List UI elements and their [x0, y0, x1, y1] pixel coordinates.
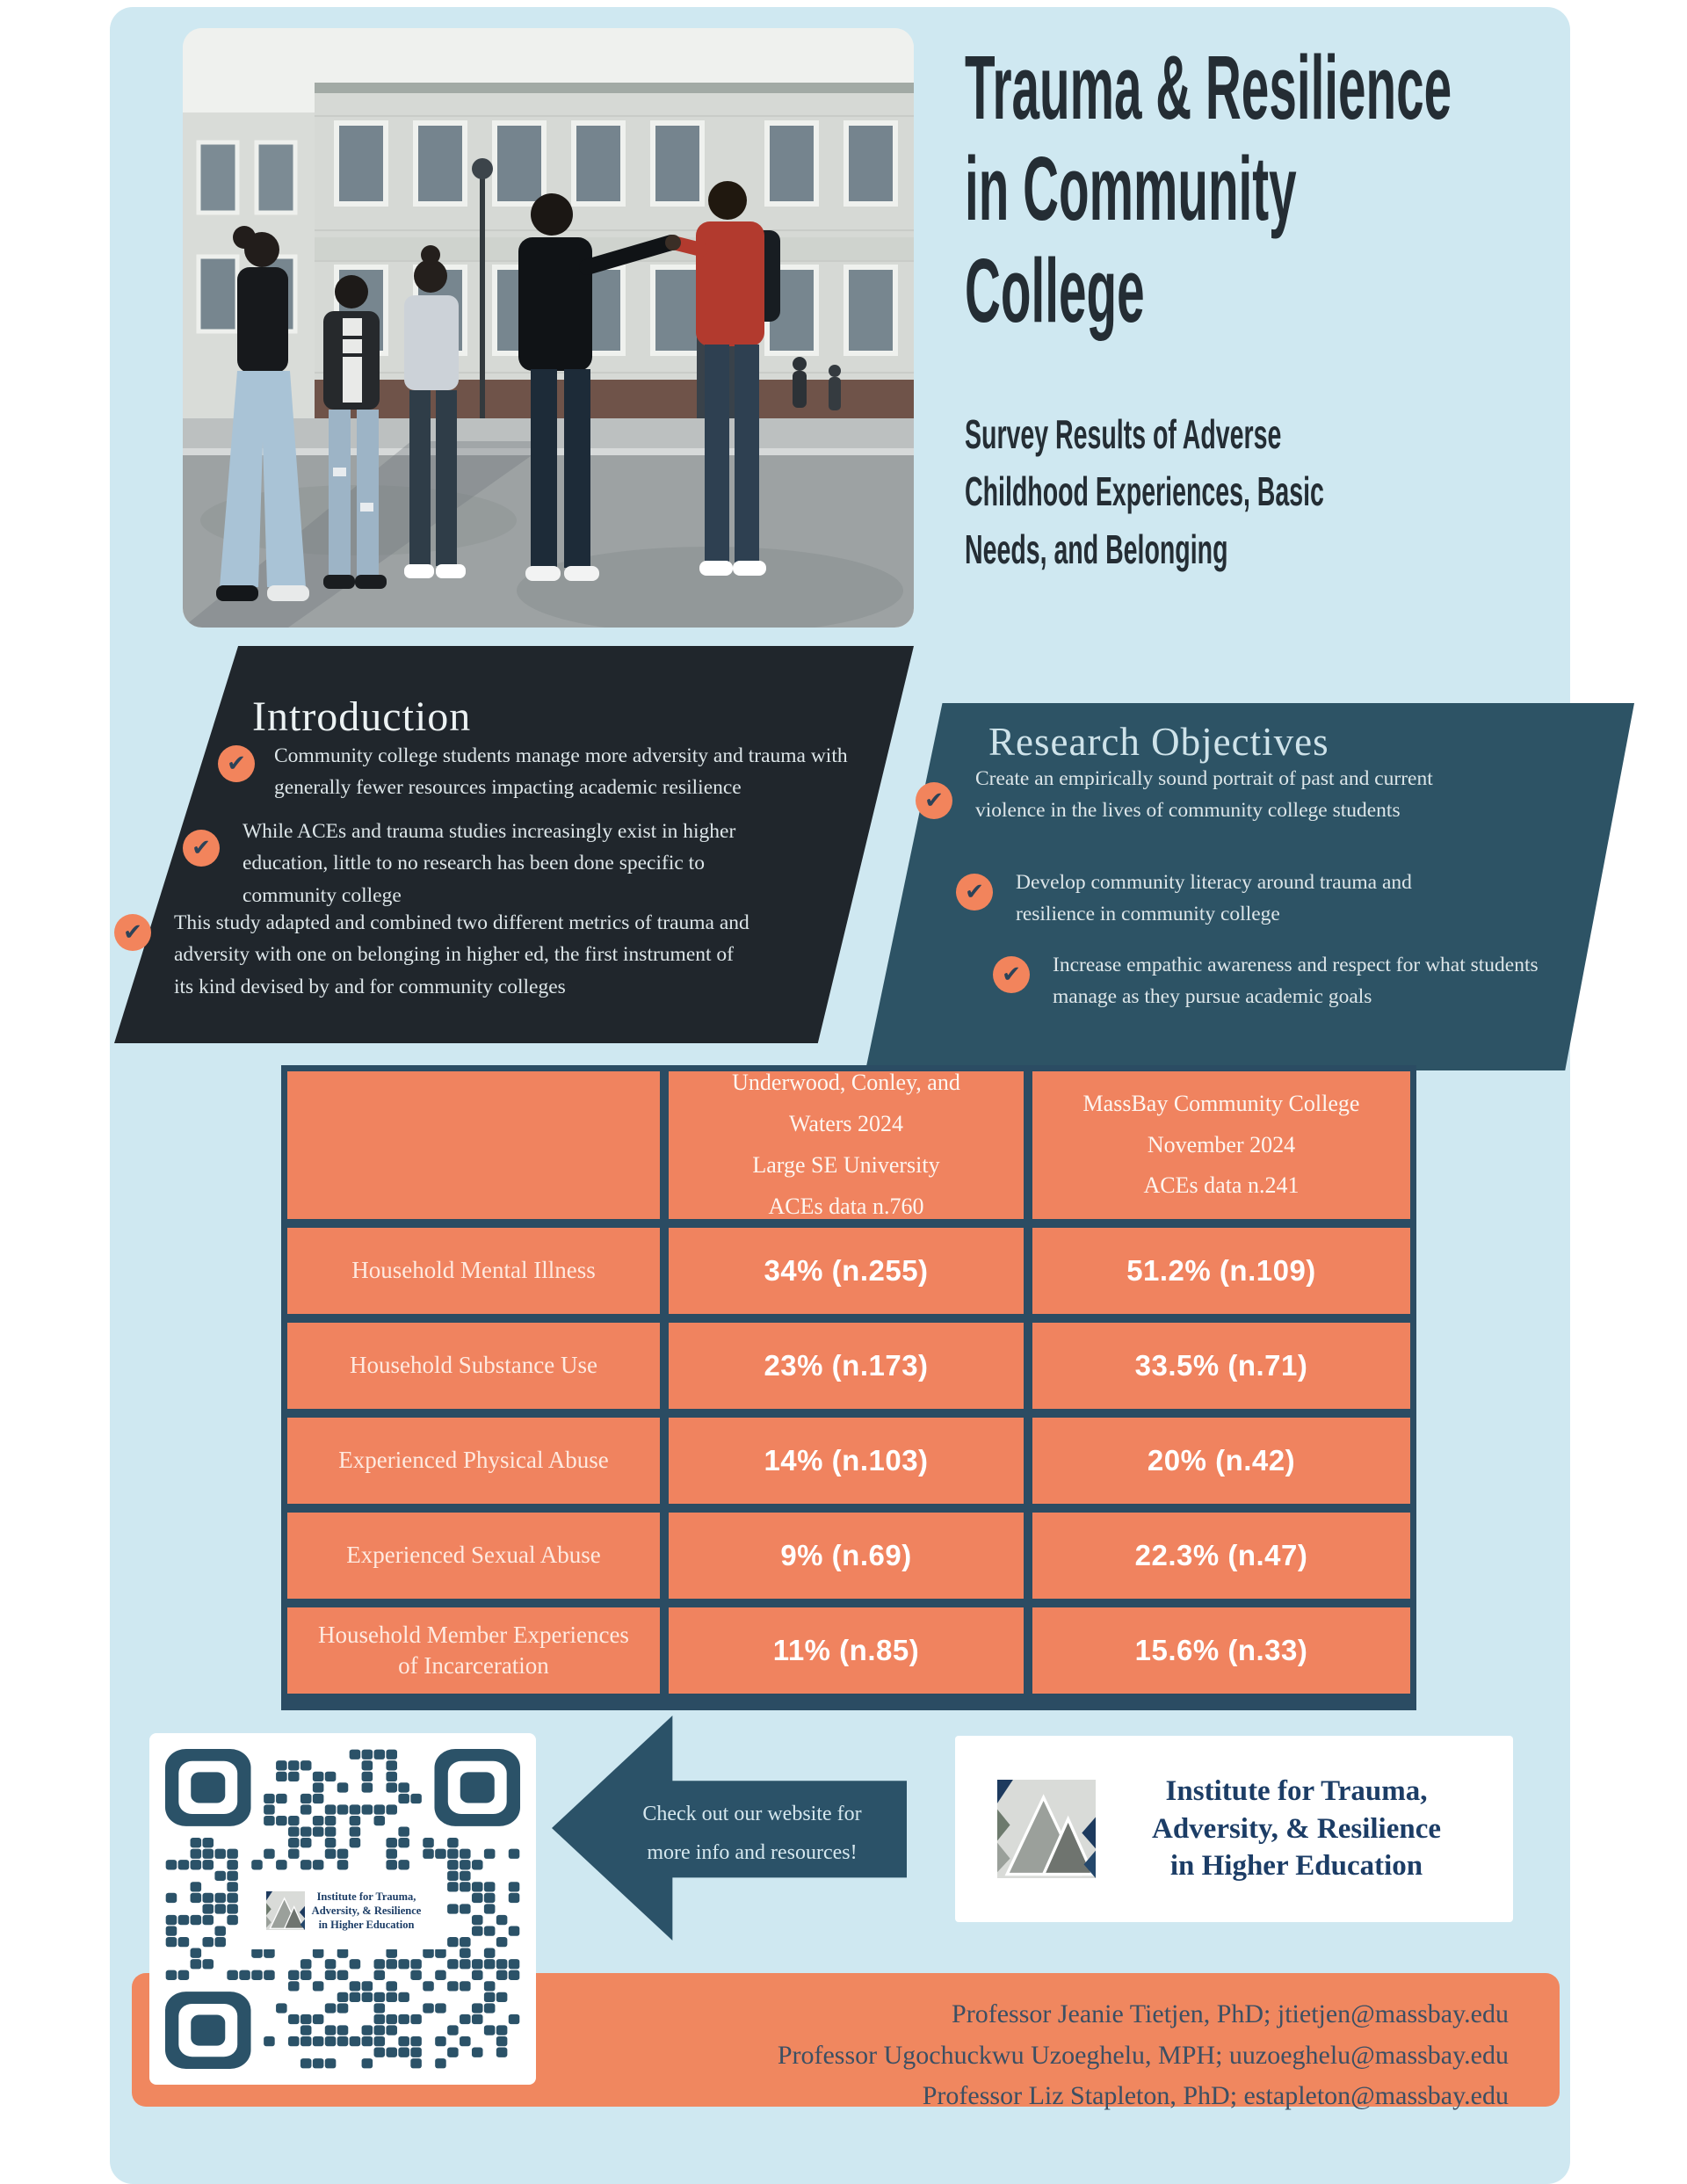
subtitle-line: Needs, and Belonging: [965, 526, 1228, 572]
table-value: 23% (n.173): [669, 1323, 1024, 1409]
table-row-label: Household Mental Illness: [287, 1228, 660, 1314]
objective-bullet-1-text: Create an empirically sound portrait of past and current violence in the lives of community college students: [975, 767, 1433, 823]
qr-center-logo: [241, 1872, 446, 1949]
page-subtitle: [965, 406, 1564, 578]
table-row-label: Experienced Sexual Abuse: [287, 1513, 660, 1599]
table-value: 51.2% (n.109): [1032, 1228, 1410, 1314]
check-icon: ✔: [956, 874, 993, 911]
intro-bullet-3: [114, 911, 754, 1003]
table-value: 14% (n.103): [669, 1418, 1024, 1504]
check-icon: ✔: [916, 782, 952, 819]
title-line: Trauma & Resilience: [965, 37, 1452, 138]
aces-comparison-table: [281, 1065, 1416, 1710]
table-row-label: Household Member Experiences of Incarceration: [287, 1607, 660, 1694]
objective-bullet-2-text: Develop community literacy around trauma and resilience in community college: [1016, 871, 1412, 926]
table-col-header-university: [669, 1071, 1024, 1219]
table-value: 33.5% (n.71): [1032, 1323, 1410, 1409]
institute-logo-box: [955, 1736, 1513, 1922]
title-line: College: [965, 239, 1145, 341]
table-corner-cell: [287, 1071, 660, 1219]
objective-bullet-2: [956, 871, 1473, 931]
check-icon: ✔: [114, 914, 151, 951]
table-value: 9% (n.69): [669, 1513, 1024, 1599]
website-arrow-text: Check out our website for more info and resources!: [642, 1803, 862, 1865]
header-line: ACEs data n.241: [1143, 1172, 1300, 1199]
campus-photo-illustration: [183, 28, 914, 628]
check-icon: ✔: [183, 830, 220, 867]
objective-bullet-3-text: Increase empathic awareness and respect for what students manage as they pursue academic goals: [1053, 954, 1539, 1009]
campus-photo: [183, 28, 914, 628]
contact-line: Professor Ugochuckwu Uzoeghelu, MPH; uuzoeghelu@massbay.edu: [777, 2040, 1509, 2070]
table-value: 22.3% (n.47): [1032, 1513, 1410, 1599]
header-line: ACEs data n.760: [768, 1193, 924, 1219]
contact-line: Professor Jeanie Tietjen, PhD; jtietjen@massbay.edu: [952, 1999, 1509, 2028]
header-line: Waters 2024: [788, 1111, 904, 1137]
check-icon: ✔: [218, 745, 255, 782]
subtitle-line: Childhood Experiences, Basic: [965, 468, 1324, 515]
check-icon: ✔: [993, 956, 1030, 993]
contact-line: Professor Liz Stapleton, PhD; estapleton@massbay.edu: [922, 2081, 1509, 2110]
intro-bullet-2-text: While ACEs and trauma studies increasingly exist in higher education, little to no research has been done specific to community college: [243, 820, 736, 907]
title-line: in Community: [965, 138, 1297, 240]
page-title: [965, 37, 1496, 341]
intro-bullet-1-text: Community college students manage more adversity and trauma with generally fewer resources impacting academic resilience: [274, 744, 848, 800]
institute-name: Institute for Trauma, Adversity, & Resilience in Higher Education: [1151, 1774, 1442, 1883]
table-row-label: Household Substance Use: [287, 1323, 660, 1409]
table-value: 34% (n.255): [669, 1228, 1024, 1314]
intro-bullet-3-text: This study adapted and combined two different metrics of trauma and adversity with one on belonging in higher ed, the first instrument of its kind devised by and for community colleges: [174, 911, 749, 998]
table-value: 15.6% (n.33): [1032, 1607, 1410, 1694]
subtitle-line: Survey Results of Adverse: [965, 411, 1282, 457]
intro-bullet-2: [183, 820, 787, 911]
research-objectives-heading: Research Objectives: [988, 720, 1329, 764]
intro-bullet-1: [218, 745, 880, 804]
objective-bullet-3: [993, 956, 1589, 1013]
table-col-header-massbay: [1032, 1071, 1410, 1219]
institute-logo-icon: [266, 1891, 305, 1930]
header-line: MassBay Community College: [1082, 1090, 1360, 1116]
table-row-label: Experienced Physical Abuse: [287, 1418, 660, 1504]
qr-logo-text: Institute for Trauma, Adversity, & Resilience in Higher Education: [311, 1890, 422, 1932]
institute-logo-icon: [997, 1780, 1096, 1878]
qr-code: [149, 1733, 536, 2085]
table-value: 11% (n.85): [669, 1607, 1024, 1694]
header-line: November 2024: [1147, 1131, 1296, 1157]
table-value: 20% (n.42): [1032, 1418, 1410, 1504]
header-line: Underwood, Conley, and: [732, 1070, 960, 1096]
header-line: Large SE University: [752, 1152, 940, 1178]
objective-bullet-1: [916, 767, 1441, 827]
introduction-heading: Introduction: [252, 693, 472, 740]
